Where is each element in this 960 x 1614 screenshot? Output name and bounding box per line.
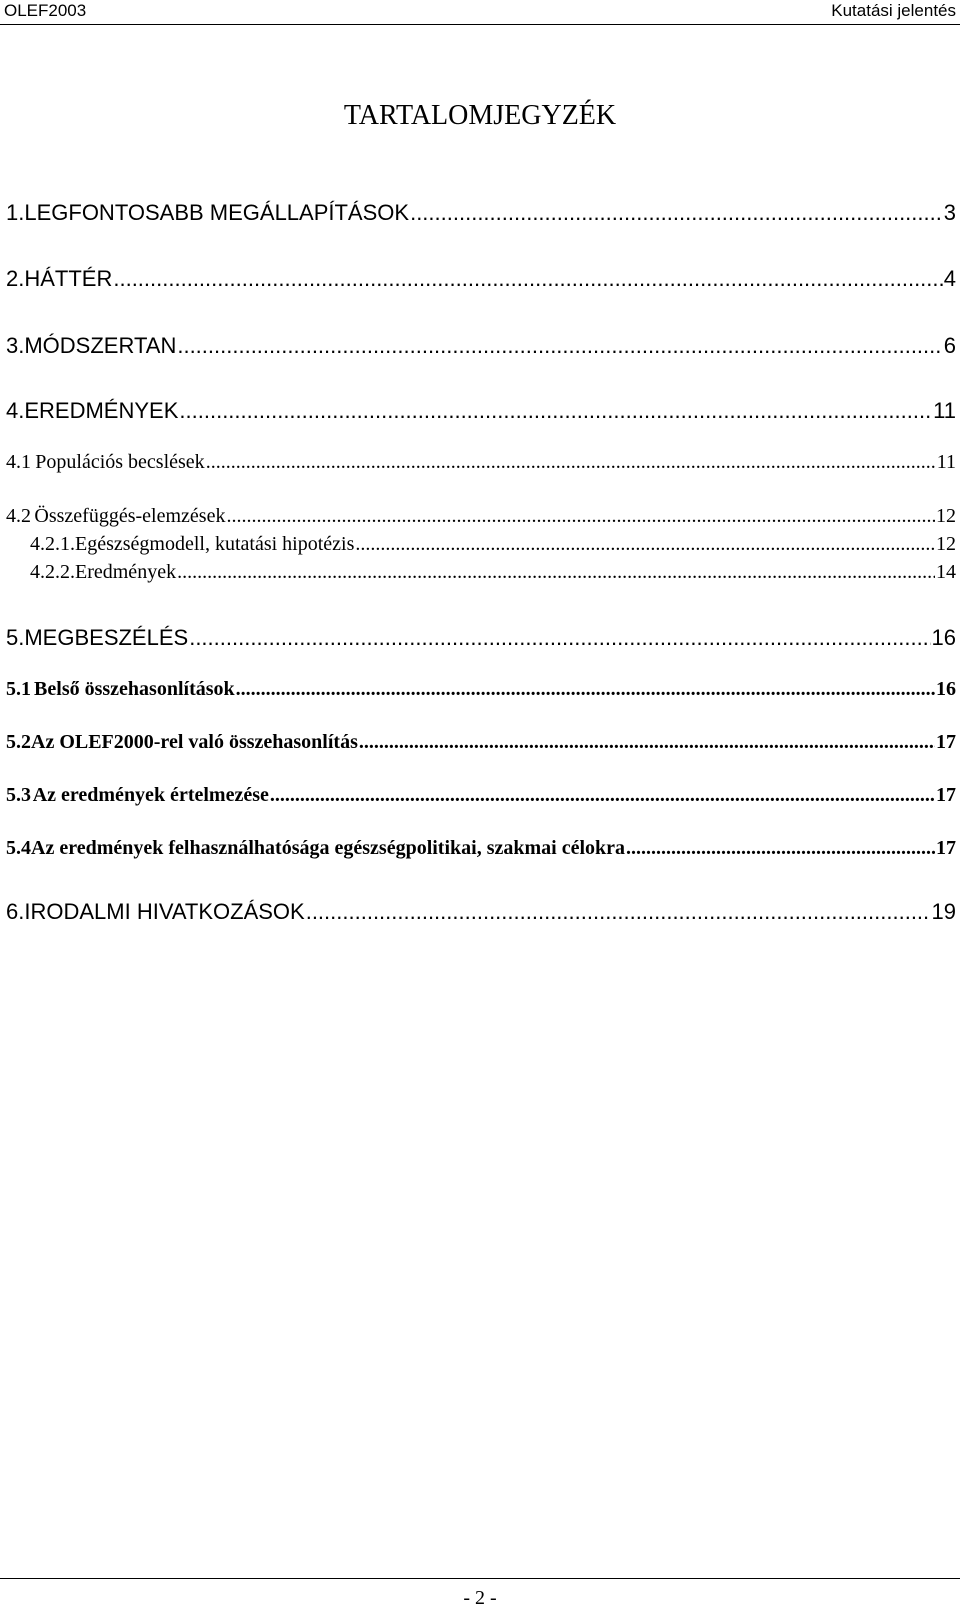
toc-entry xyxy=(6,784,956,807)
toc-entry-number: 5.2 xyxy=(6,731,31,753)
toc-entry-page: 3 xyxy=(943,200,956,225)
toc-leader-dots xyxy=(226,505,935,528)
toc-leader-dots xyxy=(270,784,935,807)
toc-entry xyxy=(6,505,956,528)
toc-entry-title: HÁTTÉR xyxy=(24,266,113,291)
toc-entry-title: IRODALMI HIVATKOZÁSOK xyxy=(24,899,305,924)
toc-entry-title: Az eredmények felhasználhatósága egészségpolitikai, szakmai célokra xyxy=(31,837,626,859)
toc-entry-page: 12 xyxy=(936,505,956,527)
toc-leader-dots xyxy=(206,451,936,474)
toc-entry-number: 5.1 xyxy=(6,678,31,700)
toc-leader-dots xyxy=(359,731,935,754)
toc-entry-page: 11 xyxy=(933,398,956,423)
toc-entry-title: Eredmények xyxy=(75,561,177,583)
toc-leader-dots xyxy=(306,899,931,925)
toc-leader-dots xyxy=(626,837,935,860)
toc-entry-title: MEGBESZÉLÉS xyxy=(24,625,189,650)
toc-entry xyxy=(6,731,956,754)
toc-entry-page: 17 xyxy=(936,731,956,753)
toc-leader-dots xyxy=(177,561,935,584)
toc-entry-page: 11 xyxy=(936,451,956,473)
toc-entry xyxy=(6,899,956,925)
header-right-text: Kutatási jelentés xyxy=(831,1,956,20)
toc-entry xyxy=(6,266,956,292)
toc-entry-number: 6. xyxy=(6,899,25,924)
toc-entry-title: MÓDSZERTAN xyxy=(24,333,177,358)
toc-entry xyxy=(6,678,956,701)
toc-leader-dots xyxy=(410,200,943,226)
toc-leader-dots xyxy=(113,266,942,292)
toc-entry-title: Egészségmodell, kutatási hipotézis xyxy=(75,533,355,555)
toc-entry-number: 2. xyxy=(6,266,25,291)
toc-entry-number: 5.4 xyxy=(6,837,31,859)
toc-entry-number: 4.2 xyxy=(6,505,31,527)
toc-leader-dots xyxy=(236,678,935,701)
toc-entry-page: 16 xyxy=(931,625,956,650)
toc-entry-number: 4.1 xyxy=(6,451,31,473)
toc-entry xyxy=(6,533,956,556)
toc-entry-page: 6 xyxy=(943,333,956,358)
toc-entry xyxy=(6,333,956,359)
toc-entry-page: 16 xyxy=(936,678,956,700)
page-number: - 2 - xyxy=(463,1587,497,1609)
toc-leader-dots xyxy=(355,533,935,556)
toc-entry-number: 1. xyxy=(6,200,25,225)
toc-entry xyxy=(6,837,956,860)
toc-leader-dots xyxy=(177,333,942,359)
toc-entry-number: 5. xyxy=(6,625,25,650)
toc-entry-title: EREDMÉNYEK xyxy=(24,398,179,423)
toc-entry-page: 4 xyxy=(943,266,956,291)
toc-entry-page: 17 xyxy=(936,837,956,859)
toc-entry-page: 12 xyxy=(936,533,956,555)
toc-entry-number: 5.3 xyxy=(6,784,31,806)
toc-entry-page: 17 xyxy=(936,784,956,806)
toc-entry xyxy=(6,625,956,651)
toc-entry-title: Az eredmények értelmezése xyxy=(32,784,269,806)
page-title: TARTALOMJEGYZÉK xyxy=(343,100,617,131)
toc-entry-title: LEGFONTOSABB MEGÁLLAPÍTÁSOK xyxy=(24,200,410,225)
toc-entry-title: Populációs becslések xyxy=(35,451,205,473)
toc-entry-title: Az OLEF2000-rel való összehasonlítás xyxy=(31,731,358,753)
toc-entry-page: 19 xyxy=(931,899,956,924)
toc-entry xyxy=(6,451,956,474)
toc-entry-number: 4.2.2. xyxy=(30,561,75,583)
toc-entry-number: 3. xyxy=(6,333,25,358)
toc-entry-title: Összefüggés-elemzések xyxy=(34,505,226,527)
toc-entry-title: Belső összehasonlítások xyxy=(34,678,235,700)
page-footer xyxy=(0,1578,960,1614)
toc-entry xyxy=(6,200,956,226)
toc-entry xyxy=(6,398,956,424)
toc-entry xyxy=(6,561,956,584)
toc-leader-dots xyxy=(189,625,930,651)
toc-entry-page: 14 xyxy=(936,561,956,583)
toc-entry-number: 4.2.1. xyxy=(30,533,75,555)
header-left-text: OLEF2003 xyxy=(4,1,87,20)
toc-leader-dots xyxy=(179,398,932,424)
toc-entry-number: 4. xyxy=(6,398,25,423)
page-header xyxy=(0,0,960,25)
